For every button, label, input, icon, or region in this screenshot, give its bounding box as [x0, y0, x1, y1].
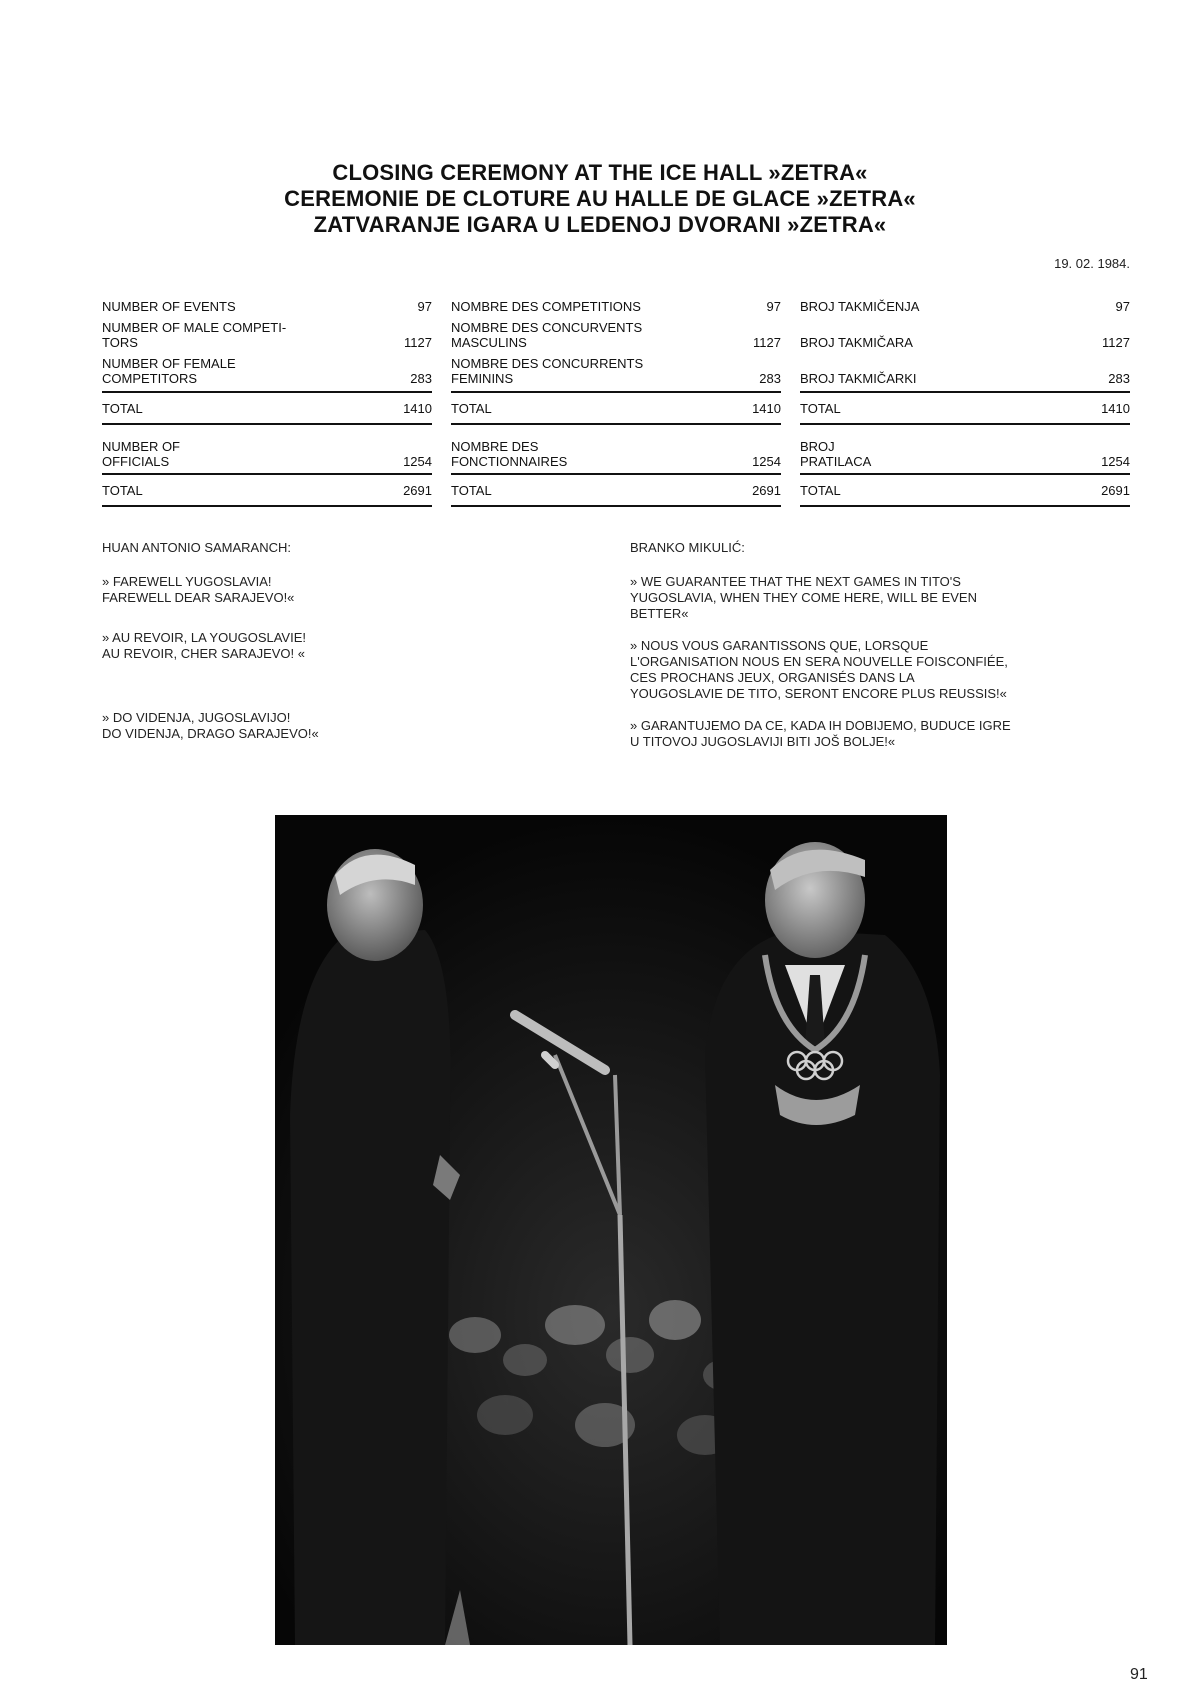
stats-value: 1254 — [1101, 454, 1130, 469]
stats-value: 1127 — [1102, 335, 1130, 350]
stats-label: NUMBER OF FEMALE COMPETITORS — [102, 356, 236, 386]
stats-value: 1254 — [752, 454, 781, 469]
quote-yugoslav: » GARANTUJEMO DA CE, KADA IH DOBIJEMO, BUDUCE IGRE U TITOVOJ JUGOSLAVIJI BITI JOŠ BOLJE!« — [630, 718, 1011, 749]
stats-value: 2691 — [403, 482, 432, 498]
stats-label: TOTAL — [102, 482, 143, 498]
stats-label: NOMBRE DES COMPETITIONS — [451, 299, 641, 314]
stats-row-officials — [102, 431, 432, 469]
stats-row-female — [800, 350, 1130, 386]
quotes-samaranch — [102, 540, 602, 750]
stats-value: 1410 — [403, 400, 432, 416]
stats-value: 2691 — [1101, 482, 1130, 498]
stats-row-events — [800, 296, 1130, 314]
stats-label: TOTAL — [102, 400, 143, 416]
stats-value: 97 — [766, 299, 781, 314]
title-english: CLOSING CEREMONY AT THE ICE HALL »ZETRA« — [332, 160, 868, 185]
stats-label: TOTAL — [451, 482, 492, 498]
stats-row-events — [102, 296, 432, 314]
stats-label: BROJ TAKMIČARKI — [800, 371, 917, 386]
stats-value: 283 — [410, 371, 432, 386]
stats-label: BROJ PRATILACA — [800, 439, 872, 469]
stats-value: 283 — [1108, 371, 1130, 386]
stats-label: TOTAL — [800, 400, 841, 416]
stats-value: 97 — [1115, 299, 1130, 314]
event-date: 19. 02. 1984. — [1054, 256, 1130, 271]
stats-label: NOMBRE DES CONCURVENTS MASCULINS — [451, 320, 643, 350]
stats-column-french — [451, 296, 781, 507]
speaker-name: BRANKO MIKULIĆ: — [630, 540, 745, 555]
stats-label: NUMBER OF EVENTS — [102, 299, 236, 314]
quote-yugoslav: » DO VIDENJA, JUGOSLAVIJO! DO VIDENJA, DRAGO SARAJEVO!« — [102, 710, 319, 741]
stats-value: 97 — [417, 299, 432, 314]
stats-label: BROJ TAKMIČENJA — [800, 299, 920, 314]
stats-row-events — [451, 296, 781, 314]
stats-row-grand-total — [800, 473, 1130, 507]
stats-label: BROJ TAKMIČARA — [800, 335, 913, 350]
stats-value: 1410 — [752, 400, 781, 416]
stats-column-yugoslav — [800, 296, 1130, 507]
man-right-figure — [705, 842, 940, 1645]
quote-english: » FAREWELL YUGOSLAVIA! FAREWELL DEAR SARAJEVO!« — [102, 574, 295, 605]
stats-label: TOTAL — [800, 482, 841, 498]
stats-value: 2691 — [752, 482, 781, 498]
stats-label: NUMBER OF MALE COMPETI- TORS — [102, 320, 287, 350]
stats-row-officials — [800, 431, 1130, 469]
quote-french: » AU REVOIR, LA YOUGOSLAVIE! AU REVOIR, CHER SARAJEVO! « — [102, 630, 306, 661]
stats-row-male — [800, 314, 1130, 350]
stats-row-total — [800, 391, 1130, 425]
ceremony-photo — [275, 815, 947, 1645]
stats-row-grand-total — [102, 473, 432, 507]
stats-row-female — [102, 350, 432, 386]
stats-row-male — [102, 314, 432, 350]
statistics-table — [102, 296, 1130, 507]
stats-row-grand-total — [451, 473, 781, 507]
page-titles — [0, 160, 1200, 238]
stats-row-total — [102, 391, 432, 425]
stats-value: 1254 — [403, 454, 432, 469]
stats-label: NUMBER OF OFFICIALS — [102, 439, 180, 469]
stats-label: NOMBRE DES FONCTIONNAIRES — [451, 439, 568, 469]
stats-value: 1410 — [1101, 400, 1130, 416]
ceremony-photo-illustration — [275, 815, 947, 1645]
stats-label: TOTAL — [451, 400, 492, 416]
stats-value: 1127 — [404, 335, 432, 350]
title-yugoslav: ZATVARANJE IGARA U LEDENOJ DVORANI »ZETRA« — [313, 212, 887, 237]
stats-row-female — [451, 350, 781, 386]
stats-value: 1127 — [753, 335, 781, 350]
page-number: 91 — [1130, 1666, 1148, 1683]
speaker-name: HUAN ANTONIO SAMARANCH: — [102, 540, 292, 555]
stats-row-officials — [451, 431, 781, 469]
stats-column-english — [102, 296, 432, 507]
title-french: CEREMONIE DE CLOTURE AU HALLE DE GLACE »ZETRA« — [284, 186, 916, 211]
stats-row-total — [451, 391, 781, 425]
quotes-mikulic — [630, 540, 1130, 750]
quote-english: » WE GUARANTEE THAT THE NEXT GAMES IN TITO'S YUGOSLAVIA, WHEN THEY COME HERE, WILL BE EVEN BETTER« — [630, 574, 977, 621]
speech-quotes — [102, 540, 1130, 750]
quote-french: » NOUS VOUS GARANTISSONS QUE, LORSQUE L'ORGANISATION NOUS EN SERA NOUVELLE FOISCONFIÉE, CES PROCHANS JEUX, ORGANISÉS DANS LA YOUGOSLAVIE DE TITO, SERONT ENCORE PLUS REUSSIS!« — [630, 638, 1008, 701]
stats-value: 283 — [759, 371, 781, 386]
stats-row-male — [451, 314, 781, 350]
stats-label: NOMBRE DES CONCURRENTS FEMININS — [451, 356, 644, 386]
